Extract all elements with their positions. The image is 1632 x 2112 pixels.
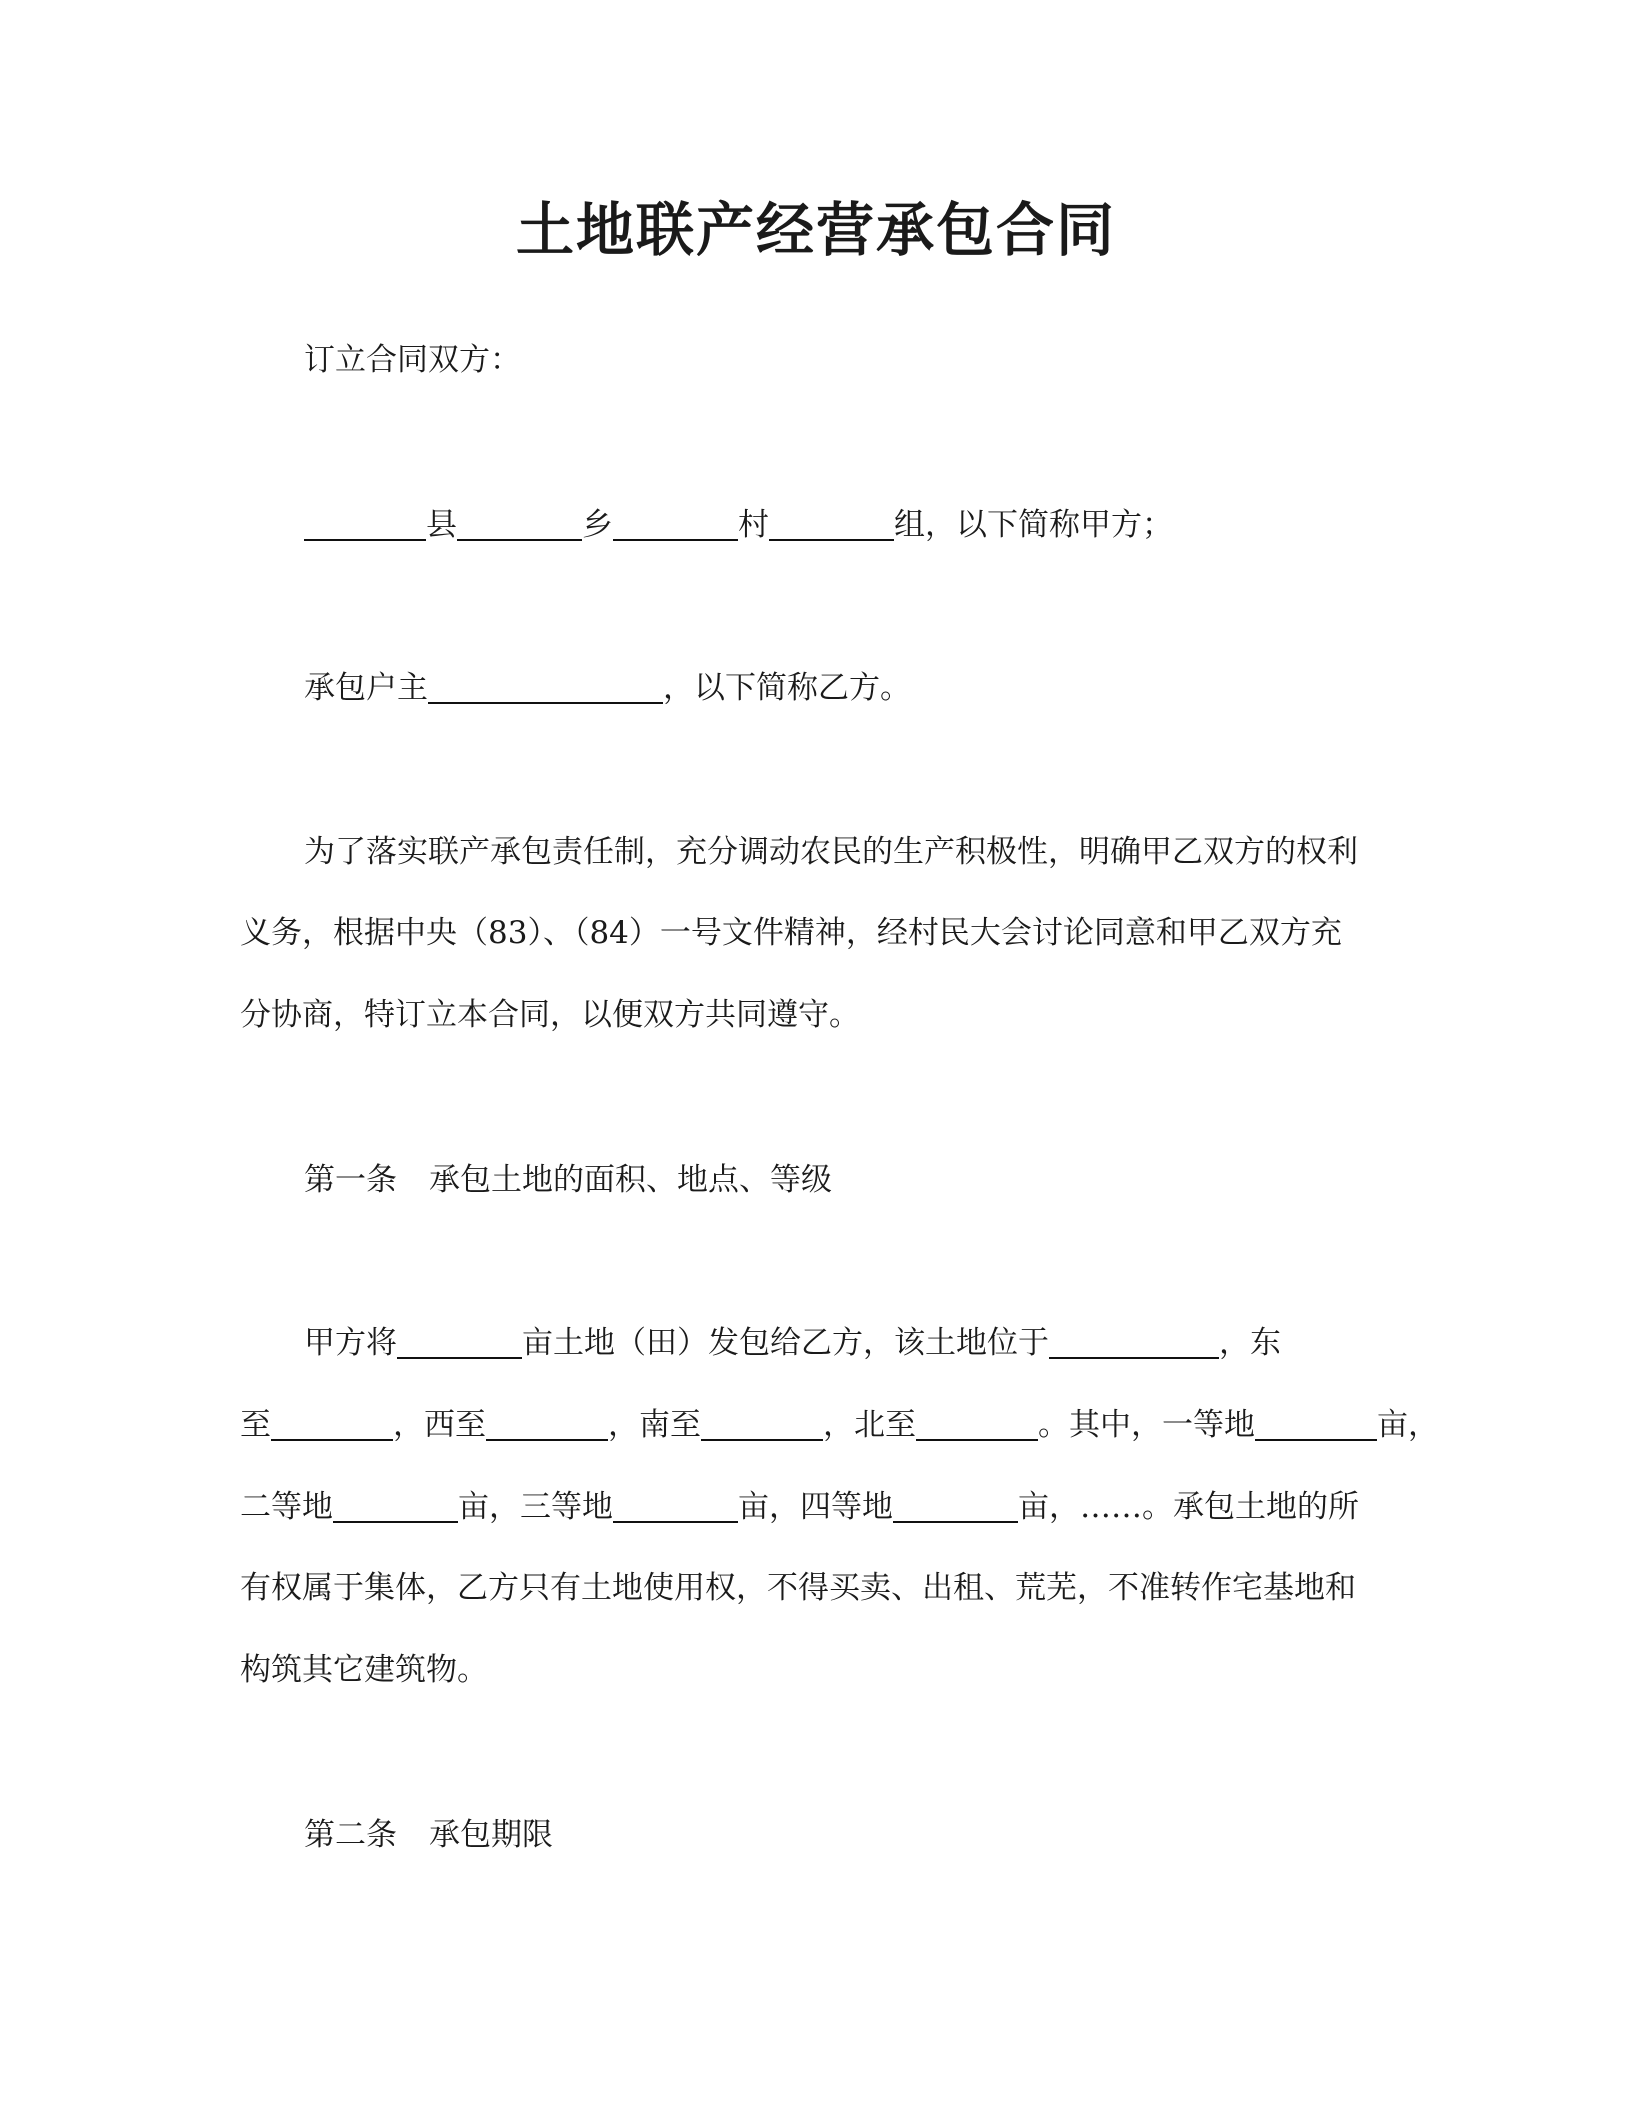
- group-blank[interactable]: [769, 509, 894, 541]
- village-label: 村: [738, 507, 769, 543]
- document-title: 土地联产经营承包合同: [515, 196, 1116, 264]
- land-text: 二等地: [240, 1489, 333, 1525]
- land-text: ，东: [1219, 1325, 1281, 1361]
- township-label: 乡: [582, 507, 613, 543]
- area-blank[interactable]: [397, 1327, 522, 1359]
- grade-1-blank[interactable]: [1255, 1409, 1377, 1441]
- land-text: 亩，: [1377, 1407, 1439, 1443]
- land-text: 亩土地（田）发包给乙方，该土地位于: [522, 1325, 1049, 1361]
- land-line-2: [240, 1405, 1439, 1445]
- east-boundary-blank[interactable]: [271, 1409, 393, 1441]
- land-text: 。其中，一等地: [1038, 1407, 1255, 1443]
- land-text: 亩，……。承包土地的所: [1018, 1489, 1359, 1525]
- intro-line-1: 为了落实联产承包责任制，充分调动农民的生产积极性，明确甲乙双方的权利: [304, 834, 1358, 870]
- south-boundary-blank[interactable]: [701, 1409, 823, 1441]
- article-2-title: 承包期限: [429, 1817, 553, 1853]
- county-label: 县: [426, 507, 457, 543]
- land-text: ，南至: [608, 1407, 701, 1443]
- township-blank[interactable]: [457, 509, 582, 541]
- grade-4-blank[interactable]: [893, 1491, 1018, 1523]
- land-text: ，北至: [823, 1407, 916, 1443]
- land-text: 甲方将: [304, 1325, 397, 1361]
- land-line-1: [304, 1323, 1281, 1363]
- householder-blank[interactable]: [428, 672, 663, 704]
- grade-3-blank[interactable]: [613, 1491, 738, 1523]
- intro-line-3: 分协商，特订立本合同，以便双方共同遵守。: [240, 997, 860, 1033]
- land-text: ，西至: [393, 1407, 486, 1443]
- party-yi-line: [304, 668, 911, 708]
- land-line-3: [240, 1487, 1359, 1527]
- article-2-number: 第二条: [304, 1817, 397, 1853]
- county-blank[interactable]: [304, 509, 426, 541]
- land-line-4: 有权属于集体，乙方只有土地使用权，不得买卖、出租、荒芜，不准转作宅基地和: [240, 1570, 1356, 1606]
- land-text: 亩，四等地: [738, 1489, 893, 1525]
- article-1-title: 承包土地的面积、地点、等级: [429, 1162, 832, 1198]
- grade-2-blank[interactable]: [333, 1491, 458, 1523]
- article-2-heading: [304, 1815, 553, 1855]
- article-1-heading: [304, 1160, 832, 1200]
- party-jia-line: [304, 505, 1173, 545]
- location-blank[interactable]: [1049, 1327, 1219, 1359]
- land-text: 亩，三等地: [458, 1489, 613, 1525]
- land-text: 至: [240, 1407, 271, 1443]
- parties-heading: 订立合同双方：: [304, 342, 521, 378]
- land-line-5: 构筑其它建筑物。: [240, 1652, 488, 1688]
- article-1-number: 第一条: [304, 1162, 397, 1198]
- west-boundary-blank[interactable]: [486, 1409, 608, 1441]
- village-blank[interactable]: [613, 509, 738, 541]
- party-yi-tail: ，以下简称乙方。: [663, 670, 911, 706]
- householder-label: 承包户主: [304, 670, 428, 706]
- group-label: 组，以下简称甲方；: [894, 507, 1173, 543]
- intro-line-2: 义务，根据中央（83）、（84）一号文件精神，经村民大会讨论同意和甲乙双方充: [240, 915, 1342, 951]
- north-boundary-blank[interactable]: [916, 1409, 1038, 1441]
